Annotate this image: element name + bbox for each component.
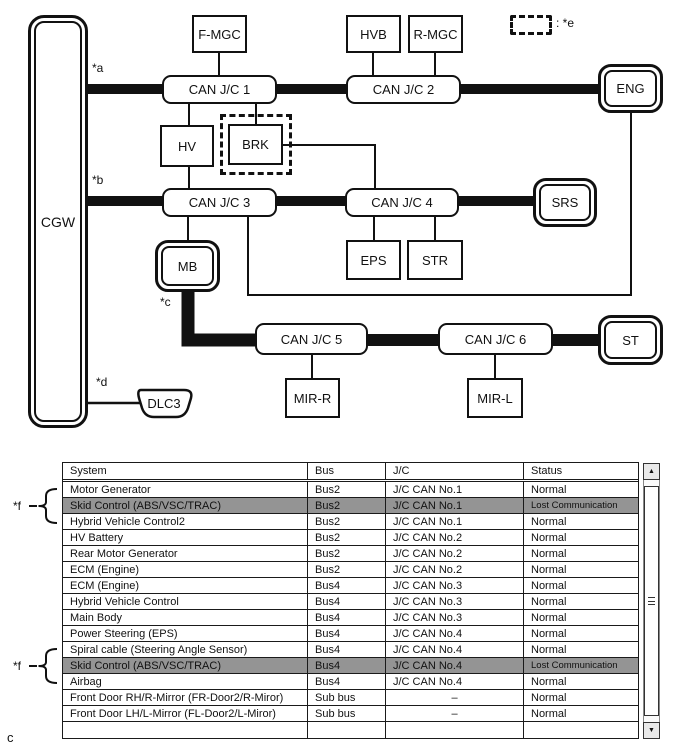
cell-jc: J/C CAN No.3 [386, 594, 524, 609]
cell-status: Normal [531, 483, 567, 496]
table-row[interactable] [63, 578, 638, 594]
legend-label: : *e [556, 16, 575, 30]
cell-status: Normal [531, 675, 567, 688]
cell-jc: J/C CAN No.3 [386, 578, 524, 593]
node-cgw-label: CGW [34, 21, 82, 422]
table-row[interactable] [63, 610, 638, 626]
table-header-row [63, 463, 638, 480]
cell-status: Normal [531, 643, 567, 656]
table-row[interactable] [63, 706, 638, 722]
marker-c: *c [160, 295, 171, 309]
cell-jc: J/C CAN No.3 [386, 610, 524, 625]
cell-system: HV Battery [63, 530, 308, 545]
scroll-up-button[interactable] [643, 463, 660, 480]
cell-system: Main Body [63, 610, 308, 625]
cell-status: Normal [531, 627, 567, 640]
cell-bus: Bus4 [308, 658, 386, 673]
node-can-jc-5: CAN J/C 5 [255, 323, 368, 355]
node-r-mgc: R-MGC [408, 15, 463, 53]
node-dlc3-label: DLC3 [147, 395, 181, 411]
scrollbar-track[interactable] [643, 480, 660, 722]
cell-system: Front Door LH/L-Mirror (FL-Door2/L-Miror) [63, 706, 308, 721]
node-str: STR [407, 240, 463, 280]
table-row[interactable] [63, 530, 638, 546]
cell-bus: Bus2 [308, 562, 386, 577]
node-srs-label: SRS [539, 184, 591, 221]
cell-bus: Bus2 [308, 546, 386, 561]
cell-bus: Bus4 [308, 642, 386, 657]
cell-bus: Bus2 [308, 482, 386, 497]
cell-status: Normal [531, 691, 567, 704]
table-row[interactable] [63, 482, 638, 498]
table-row[interactable] [63, 690, 638, 706]
column-header-status: Status [531, 465, 563, 477]
cell-bus: Bus4 [308, 626, 386, 641]
table-row[interactable] [63, 562, 638, 578]
cell-system: ECM (Engine) [63, 562, 308, 577]
column-header-bus: Bus [308, 463, 386, 479]
cell-bus: Bus4 [308, 578, 386, 593]
node-mir-r: MIR-R [285, 378, 340, 418]
table-scrollbar[interactable] [643, 463, 660, 739]
cell-status: Lost Communication [531, 660, 618, 671]
cell-status: Normal [531, 611, 567, 624]
table-row[interactable] [63, 514, 638, 530]
node-cgw [28, 15, 88, 428]
scroll-down-button[interactable] [643, 722, 660, 739]
marker-f-bottom: *f [13, 659, 22, 673]
table-row[interactable] [63, 498, 638, 514]
cell-system: Skid Control (ABS/VSC/TRAC) [63, 658, 308, 673]
table-body [63, 481, 638, 738]
scrollbar-grip-icon [648, 597, 655, 605]
node-f-mgc: F-MGC [192, 15, 247, 53]
cell-jc: J/C CAN No.1 [386, 482, 524, 497]
cell-status: Normal [531, 547, 567, 560]
node-st [598, 315, 663, 365]
cell-jc: J/C CAN No.2 [386, 530, 524, 545]
node-can-jc-3: CAN J/C 3 [162, 188, 277, 217]
cell-jc: – [386, 706, 524, 721]
cell-jc: – [386, 690, 524, 705]
table-row[interactable] [63, 642, 638, 658]
table-row[interactable] [63, 594, 638, 610]
cell-bus: Bus2 [308, 530, 386, 545]
cell-status: Normal [531, 707, 567, 720]
node-can-jc-2: CAN J/C 2 [346, 75, 461, 104]
cell-status: Normal [531, 579, 567, 592]
node-can-jc-6: CAN J/C 6 [438, 323, 553, 355]
cell-system: Rear Motor Generator [63, 546, 308, 561]
node-st-label: ST [604, 321, 657, 359]
cell-status [524, 722, 638, 738]
cell-jc: J/C CAN No.4 [386, 674, 524, 689]
table-row[interactable] [63, 658, 638, 674]
cell-status: Normal [531, 515, 567, 528]
node-srs [533, 178, 597, 227]
marker-d: *d [96, 375, 108, 389]
cell-jc: J/C CAN No.4 [386, 642, 524, 657]
cell-system: Hybrid Vehicle Control [63, 594, 308, 609]
cell-bus: Bus4 [308, 674, 386, 689]
cell-jc [386, 722, 524, 738]
cell-bus: Bus4 [308, 610, 386, 625]
node-can-jc-4: CAN J/C 4 [345, 188, 459, 217]
node-eps: EPS [346, 240, 401, 280]
scroll-up-icon: ▲ [648, 468, 655, 475]
cell-status: Normal [531, 531, 567, 544]
cell-bus [308, 722, 386, 738]
table-row[interactable] [63, 626, 638, 642]
cell-system: Airbag [63, 674, 308, 689]
cell-system: ECM (Engine) [63, 578, 308, 593]
table-row[interactable] [63, 546, 638, 562]
cell-status: Normal [531, 595, 567, 608]
cell-jc: J/C CAN No.2 [386, 562, 524, 577]
cell-system: Hybrid Vehicle Control2 [63, 514, 308, 529]
marker-f-top: *f [13, 499, 22, 513]
thick-bus-lower [182, 286, 257, 340]
cell-status: Normal [531, 563, 567, 576]
f-brace-marks [29, 489, 57, 683]
cell-jc: J/C CAN No.1 [386, 498, 524, 513]
cell-status: Lost Communication [531, 500, 618, 511]
cell-system: Motor Generator [63, 482, 308, 497]
scroll-down-icon: ▼ [648, 727, 655, 734]
system-status-table [62, 462, 639, 739]
table-row[interactable] [63, 674, 638, 690]
cell-system: Power Steering (EPS) [63, 626, 308, 641]
marker-a: *a [92, 61, 104, 75]
node-can-jc-1: CAN J/C 1 [162, 75, 277, 104]
cell-system [63, 722, 308, 738]
cell-bus: Bus2 [308, 514, 386, 529]
marker-b: *b [92, 173, 104, 187]
node-mir-l: MIR-L [467, 378, 523, 418]
cell-bus: Bus4 [308, 594, 386, 609]
node-mb-label: MB [161, 246, 214, 286]
cell-jc: J/C CAN No.4 [386, 626, 524, 641]
cell-jc: J/C CAN No.4 [386, 658, 524, 673]
scrollbar-thumb[interactable] [644, 486, 659, 716]
legend-dashed-box [510, 15, 552, 35]
cell-system: Front Door RH/R-Mirror (FR-Door2/R-Miror) [63, 690, 308, 705]
cell-bus: Sub bus [308, 706, 386, 721]
node-hv: HV [160, 125, 214, 167]
node-brk: BRK [228, 124, 283, 165]
cell-bus: Bus2 [308, 498, 386, 513]
column-header-system: System [63, 463, 308, 479]
table-row[interactable] [63, 722, 638, 738]
node-hvb: HVB [346, 15, 401, 53]
cell-system: Spiral cable (Steering Angle Sensor) [63, 642, 308, 657]
cell-jc: J/C CAN No.2 [386, 546, 524, 561]
cell-system: Skid Control (ABS/VSC/TRAC) [63, 498, 308, 513]
cell-jc: J/C CAN No.1 [386, 514, 524, 529]
cell-bus: Sub bus [308, 690, 386, 705]
column-header-jc: J/C [386, 463, 524, 479]
figure-label-c: c [7, 730, 14, 745]
node-mb [155, 240, 220, 292]
node-eng [598, 64, 663, 113]
node-eng-label: ENG [604, 70, 657, 107]
